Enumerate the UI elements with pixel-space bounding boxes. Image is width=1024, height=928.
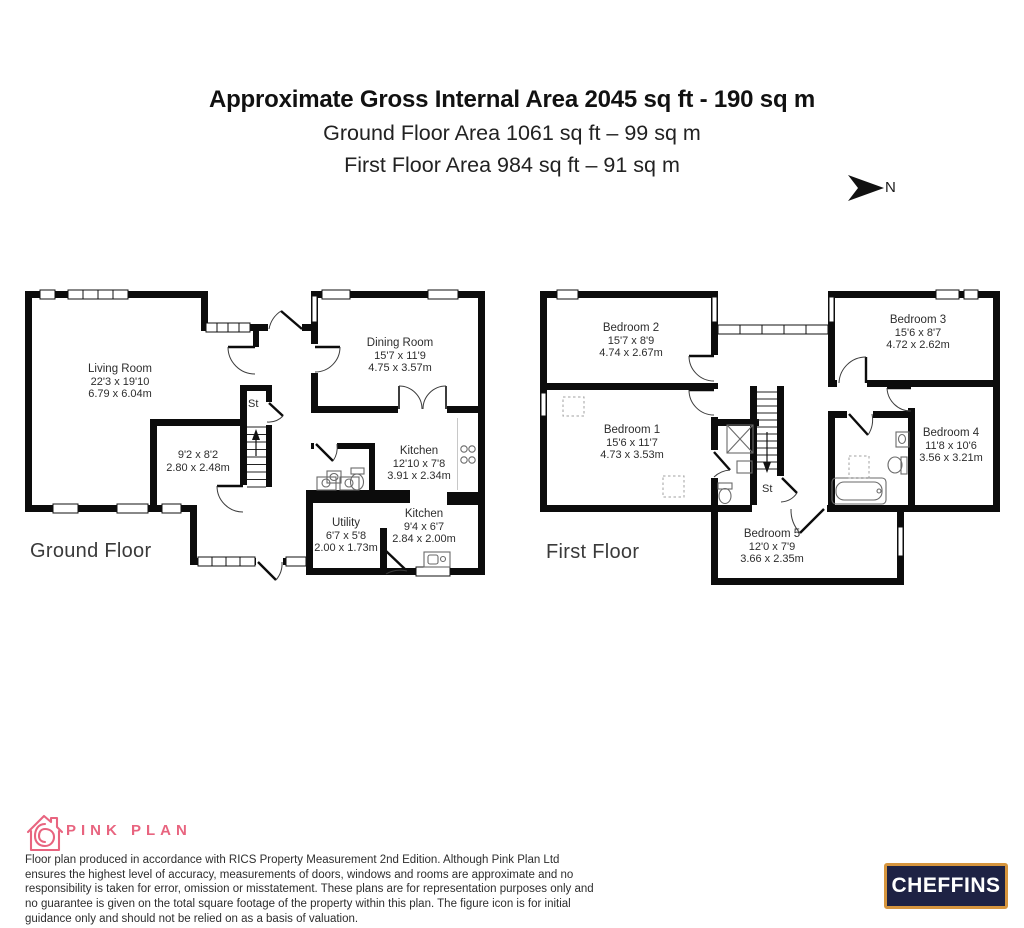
first-floor-label: First Floor	[546, 541, 640, 563]
first-floor-area-line: First Floor Area 984 sq ft – 91 sq m	[344, 153, 680, 177]
room-label-bedroom1: Bedroom 1 15'6 x 11'7 4.73 x 3.53m	[600, 424, 664, 461]
room-label-store-ground: St	[248, 398, 259, 410]
room-label-bedroom5: Bedroom 5 12'0 x 7'9 3.66 x 2.35m	[740, 528, 804, 565]
room-label-inner-room: 9'2 x 8'2 2.80 x 2.48m	[166, 449, 230, 474]
room-label-bedroom4: Bedroom 4 11'8 x 10'6 3.56 x 3.21m	[919, 427, 983, 464]
cheffins-logo-text: CHEFFINS	[891, 874, 1001, 897]
room-label-kitchen: Kitchen 12'10 x 7'8 3.91 x 2.34m	[387, 445, 451, 482]
cheffins-logo	[884, 863, 1008, 909]
disclaimer-text: Floor plan produced in accordance with RICS Property Measurement 2nd Edition. Although Pink Plan Ltd ensures the highest level of accuracy, measurements of doors, windows and rooms are approximate and no responsibility is taken for error, omission or misstatement. These plans are for representation purposes only and no guarantee is given on the total square footage of the property within this plan. The figure icon is for initial guidance only and should not be relied on as a basis of valuation.	[25, 854, 594, 925]
pink-plan-house-icon	[25, 812, 65, 854]
pink-plan-logo-text: PINK PLAN	[66, 822, 192, 839]
north-label: N	[885, 179, 896, 196]
ground-floor-label: Ground Floor	[30, 540, 152, 562]
ground-floor-area-line: Ground Floor Area 1061 sq ft – 99 sq m	[323, 121, 701, 145]
room-label-store-first: St	[762, 483, 773, 495]
room-label-bedroom3: Bedroom 3 15'6 x 8'7 4.72 x 2.62m	[886, 314, 950, 351]
room-label-utility: Utility 6'7 x 5'8 2.00 x 1.73m	[314, 517, 378, 554]
room-label-living-room: Living Room 22'3 x 19'10 6.79 x 6.04m	[88, 363, 152, 400]
room-label-dining-room: Dining Room 15'7 x 11'9 4.75 x 3.57m	[366, 337, 434, 374]
room-label-bedroom2: Bedroom 2 15'7 x 8'9 4.74 x 2.67m	[599, 322, 663, 359]
page-title: Approximate Gross Internal Area 2045 sq ft - 190 sq m	[208, 86, 816, 113]
room-label-kitchen2: Kitchen 9'4 x 6'7 2.84 x 2.00m	[392, 508, 456, 545]
